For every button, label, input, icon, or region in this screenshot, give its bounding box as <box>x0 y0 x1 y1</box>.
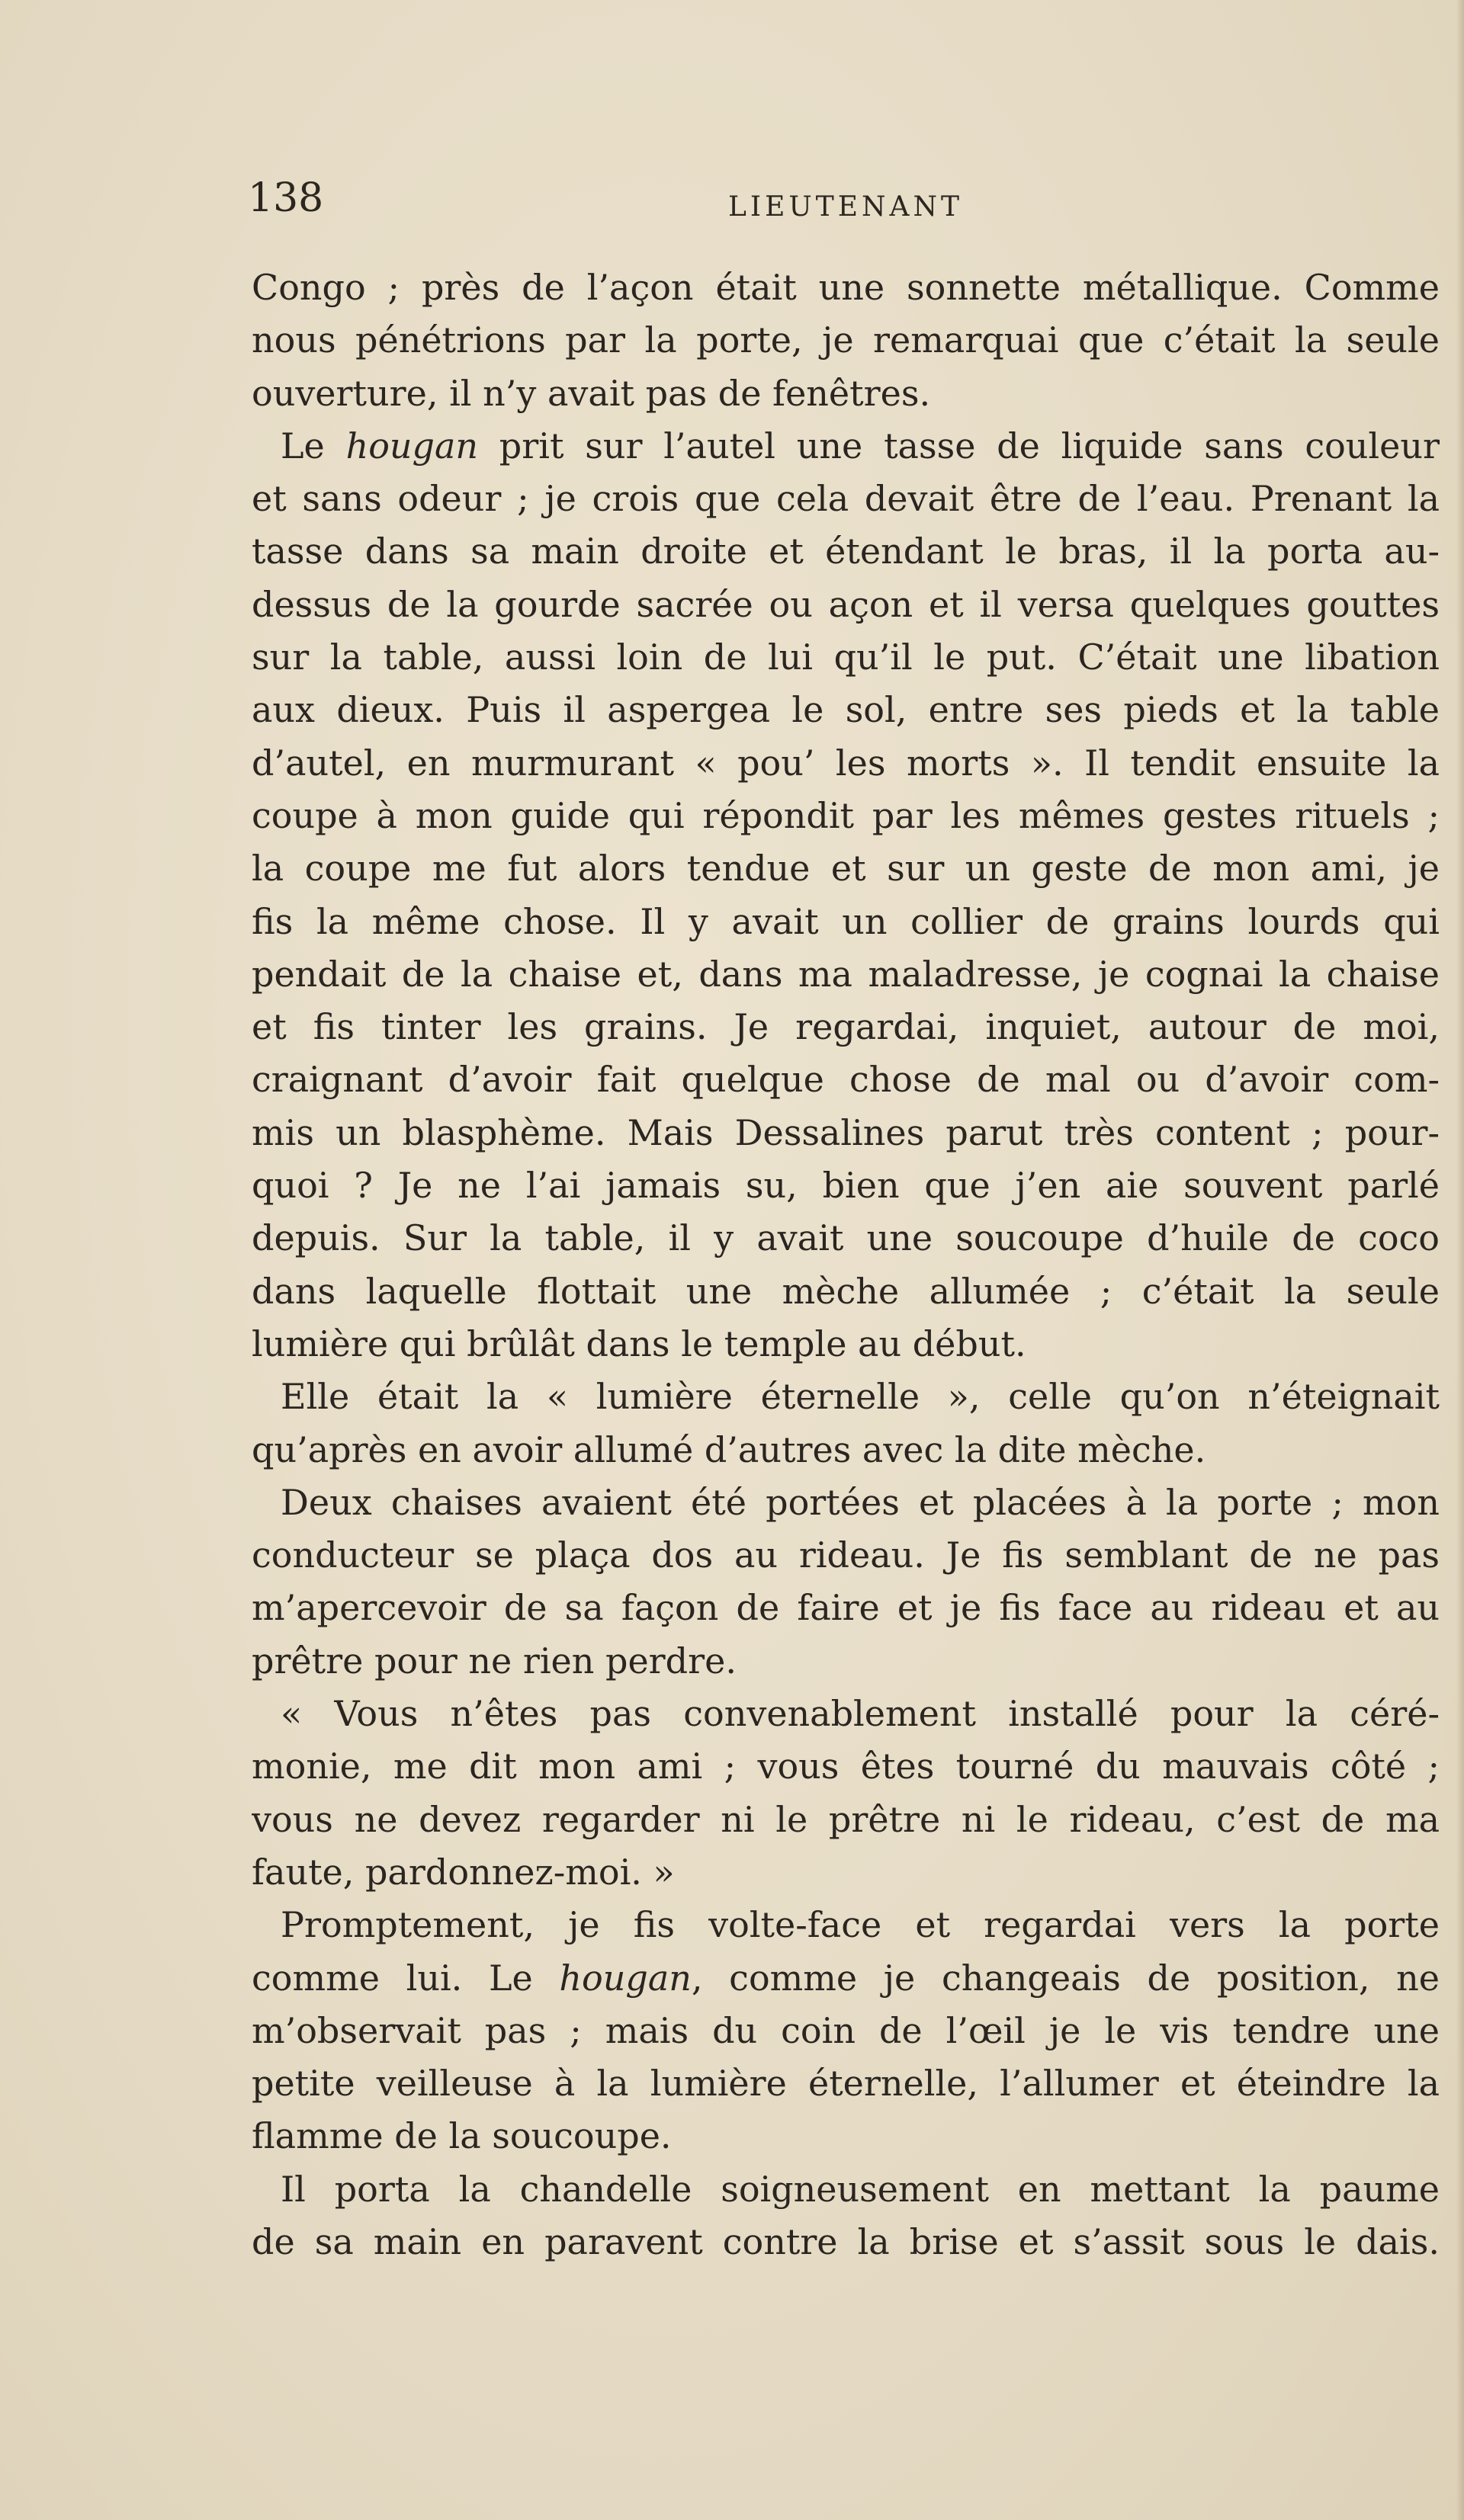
text-segment: , comme je changeais de position, ne <box>691 1957 1440 1999</box>
text-line: m’apercevoir de sa façon de faire et je fis face au rideau et au <box>252 1587 1440 1629</box>
text-line: craignant d’avoir fait quelque chose de mal ou d’avoir com- <box>252 1059 1440 1101</box>
text-line: flamme de la soucoupe. <box>252 2115 672 2157</box>
text-line: Promptement, je fis volte-face et regardai vers la porte <box>281 1904 1440 1946</box>
text-line: Deux chaises avaient été portées et placées à la porte ; mon <box>281 1481 1440 1523</box>
text-line: et sans odeur ; je crois que cela devait être de l’eau. Prenant la <box>252 478 1440 520</box>
text-line: aux dieux. Puis il aspergea le sol, entre ses pieds et la table <box>252 689 1440 731</box>
text-line: depuis. Sur la table, il y avait une soucoupe d’huile de coco <box>252 1217 1440 1259</box>
page-header <box>248 172 1449 240</box>
text-line: conducteur se plaça dos au rideau. Je fis semblant de ne pas <box>252 1534 1440 1576</box>
text-line: dans laquelle flottait une mèche allumée ; c’était la seule <box>252 1270 1440 1312</box>
text-segment: Le <box>281 425 346 466</box>
text-line: de sa main en paravent contre la brise et s’assit sous le dais. <box>252 2220 1440 2262</box>
page-number: 138 <box>248 175 324 221</box>
text-segment: comme lui. Le <box>252 1957 560 1999</box>
text-line: Congo ; près de l’açon était une sonnette métallique. Comme <box>252 267 1440 308</box>
text-line: coupe à mon guide qui répondit par les mêmes gestes rituels ; <box>252 794 1440 836</box>
text-line: la coupe me fut alors tendue et sur un geste de mon ami, je <box>252 848 1440 890</box>
text-line: ouverture, il n’y avait pas de fenêtres. <box>252 372 931 414</box>
text-line: d’autel, en murmurant « pou’ les morts ». Il tendit ensuite la <box>252 742 1440 784</box>
text-line <box>252 420 1440 473</box>
text-line: tasse dans sa main droite et étendant le bras, il la porta au- <box>252 531 1440 572</box>
italic-term: hougan <box>345 425 479 466</box>
text-line: lumière qui brûlât dans le temple au début. <box>252 1323 1026 1364</box>
text-line <box>252 1952 1440 2005</box>
text-line: Elle était la « lumière éternelle », celle qu’on n’éteignait <box>281 1376 1440 1418</box>
text-line: vous ne devez regarder ni le prêtre ni le rideau, c’est de ma <box>252 1798 1440 1840</box>
text-line: Il porta la chandelle soigneusement en mettant la paume <box>281 2168 1440 2210</box>
text-line: faute, pardonnez-moi. » <box>252 1851 675 1893</box>
running-head: LIEUTENANT <box>728 191 964 223</box>
text-line: « Vous n’êtes pas convenablement installé pour la céré- <box>281 1693 1440 1735</box>
text-segment: prit sur l’autel une tasse de liquide sans couleur <box>478 425 1440 466</box>
page-edge-shadow <box>1456 0 1464 2520</box>
text-line: qu’après en avoir allumé d’autres avec la dite mèche. <box>252 1428 1206 1470</box>
italic-term: hougan <box>559 1957 692 1999</box>
text-line: m’observait pas ; mais du coin de l’œil je le vis tendre une <box>252 2009 1440 2051</box>
text-line: pendait de la chaise et, dans ma maladresse, je cognai la chaise <box>252 953 1440 995</box>
text-line: monie, me dit mon ami ; vous êtes tourné du mauvais côté ; <box>252 1746 1440 1787</box>
text-line: nous pénétrions par la porte, je remarquai que c’était la seule <box>252 319 1440 361</box>
text-line: fis la même chose. Il y avait un collier de grains lourds qui <box>252 900 1440 942</box>
text-line: dessus de la gourde sacrée ou açon et il versa quelques gouttes <box>252 583 1440 625</box>
body-text <box>252 261 1440 2268</box>
text-line: prêtre pour ne rien perdre. <box>252 1640 737 1682</box>
text-line: petite veilleuse à la lumière éternelle, l’allumer et éteindre la <box>252 2063 1440 2105</box>
text-line: quoi ? Je ne l’ai jamais su, bien que j’en aie souvent parlé <box>252 1165 1440 1207</box>
text-line: et fis tinter les grains. Je regardai, inquiet, autour de moi, <box>252 1006 1440 1048</box>
text-line: sur la table, aussi loin de lui qu’il le put. C’était une libation <box>252 636 1440 678</box>
text-line: mis un blasphème. Mais Dessalines parut très content ; pour- <box>252 1111 1440 1153</box>
